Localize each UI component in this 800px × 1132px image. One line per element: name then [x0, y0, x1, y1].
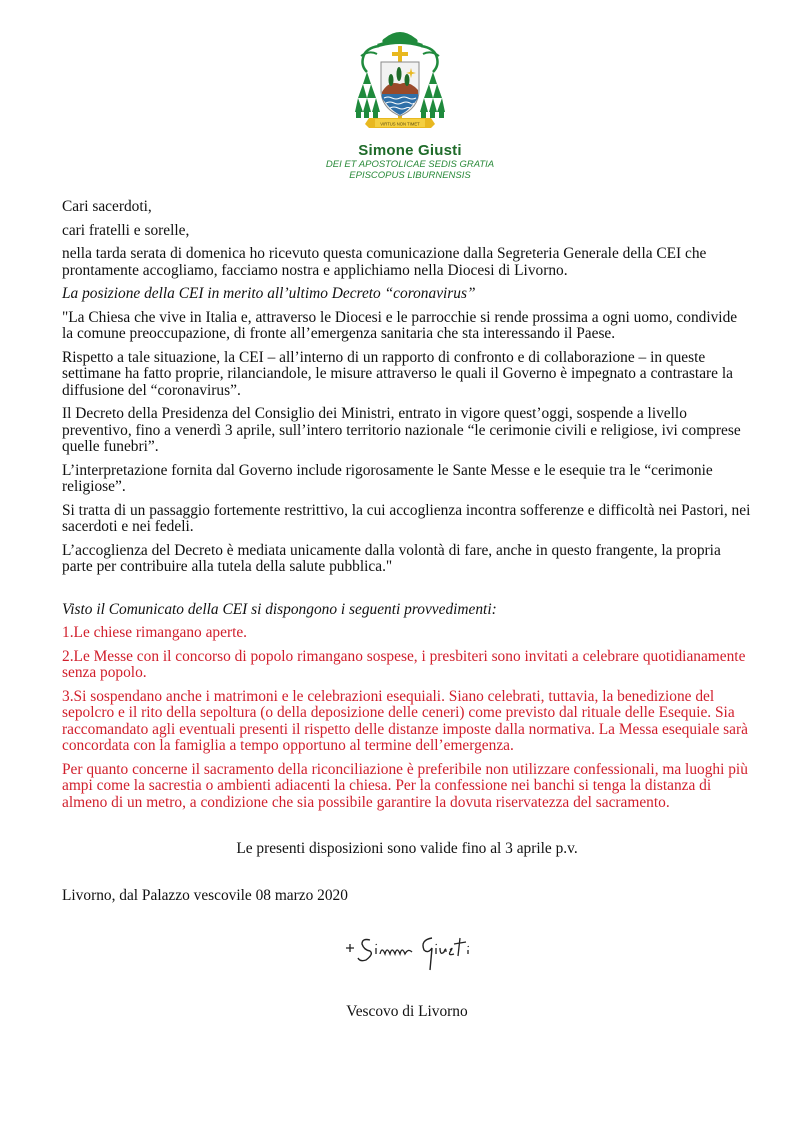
signature-title: Vescovo di Livorno: [346, 1003, 468, 1020]
provision-item: Per quanto concerne il sacramento della riconciliazione è preferibile non utilizzare confessionali, ma luoghi più ampi come la sacrestia o ambienti adiacenti la chiesa. Per la confessione nei banchi si tenga la distanza di almeno di un metro, a condizione che sia possibile garantire la dovuta riservatezza del sacramento.: [62, 760, 748, 811]
greeting-faithful: cari fratelli e sorelle,: [62, 221, 190, 239]
bishop-subtitle-line1: DEI ET APOSTOLICAE SEDIS GRATIA: [325, 159, 495, 170]
quote-paragraph: Rispetto a tale situazione, la CEI – all’interno di un rapporto di confronto e di collaborazione – in queste settimane ha fatto proprie, rilanciandole, le misure attraverso le quali il Governo è impegnato a contrastare la diffusione del “coronavirus”.: [62, 348, 733, 399]
bishop-name: Simone Giusti: [358, 142, 462, 159]
provision-item: 2.Le Messe con il concorso di popolo rimangano sospese, i presbiteri sono invitati a celebrare quotidianamente senza popolo.: [62, 647, 746, 681]
validity-note: Le presenti disposizioni sono valide fino al 3 aprile p.v.: [236, 840, 578, 857]
motto-text: VIRTUS NON TIMET: [380, 121, 420, 127]
place-date: Livorno, dal Palazzo vescovile 08 marzo 2020: [62, 886, 348, 904]
intro-paragraph: nella tarda serata di domenica ho ricevuto questa comunicazione dalla Segreteria Generale della CEI che prontamente accogliamo, facciamo nostra e applichiamo nella Diocesi di Livorno.: [62, 245, 707, 279]
signature-icon: [332, 918, 482, 978]
greeting-priests: Cari sacerdoti,: [62, 198, 152, 215]
letterhead: [0, 28, 800, 181]
bishop-subtitle-line2: EPISCOPUS LIBURNENSIS: [349, 170, 471, 181]
letter-body: [62, 199, 752, 1028]
section-heading: La posizione della CEI in merito all’ultimo Decreto “coronavirus”: [62, 285, 476, 302]
quote-paragraph: Il Decreto della Presidenza del Consiglio dei Ministri, entrato in vigore quest’oggi, sospende a livello preventivo, fino a venerdì 3 aprile, sull’intero territorio nazionale “le cerimonie civili e religiose, ivi comprese quelle funebri”.: [62, 405, 741, 455]
provision-item: 1.Le chiese rimangano aperte.: [62, 624, 248, 641]
quote-paragraph: Si tratta di un passaggio fortemente restrittivo, la cui accoglienza incontra sofferenze e difficoltà nei Pastori, nei sacerdoti e nei fedeli.: [62, 501, 751, 535]
quote-paragraph: L’interpretazione fornita dal Governo include rigorosamente le Sante Messe e le esequie tra le “cerimonie religiose”.: [62, 461, 713, 495]
provisions-heading: Visto il Comunicato della CEI si dispongono i seguenti provvedimenti:: [62, 600, 497, 618]
quote-paragraph: L’accoglienza del Decreto è mediata unicamente dalla volontà di fare, anche in questo frangente, la propria parte per contribuire alla tutela della salute pubblica.": [62, 541, 721, 575]
coat-of-arms-icon: [355, 28, 445, 140]
provision-item: 3.Si sospendano anche i matrimoni e le celebrazioni esequiali. Siano celebrati, tuttavia, la benedizione del sepolcro e il rito della sepoltura (o della deposizione delle ceneri) come previsto dal rituale delle Esequie. Sia raccomandato agli eventuali presenti il rispetto delle distanze imposte dalla normativa. La Messa esequiale sarà concordata con la famiglia a tempo opportuno al termine dell’emergenza.: [62, 687, 748, 754]
quote-paragraph: "La Chiesa che vive in Italia e, attraverso le Diocesi e le parrocchie si rende prossima a ogni uomo, condivide la comune preoccupazione, di fronte all’emergenza sanitaria che sta interessando il Paese.: [62, 308, 738, 342]
